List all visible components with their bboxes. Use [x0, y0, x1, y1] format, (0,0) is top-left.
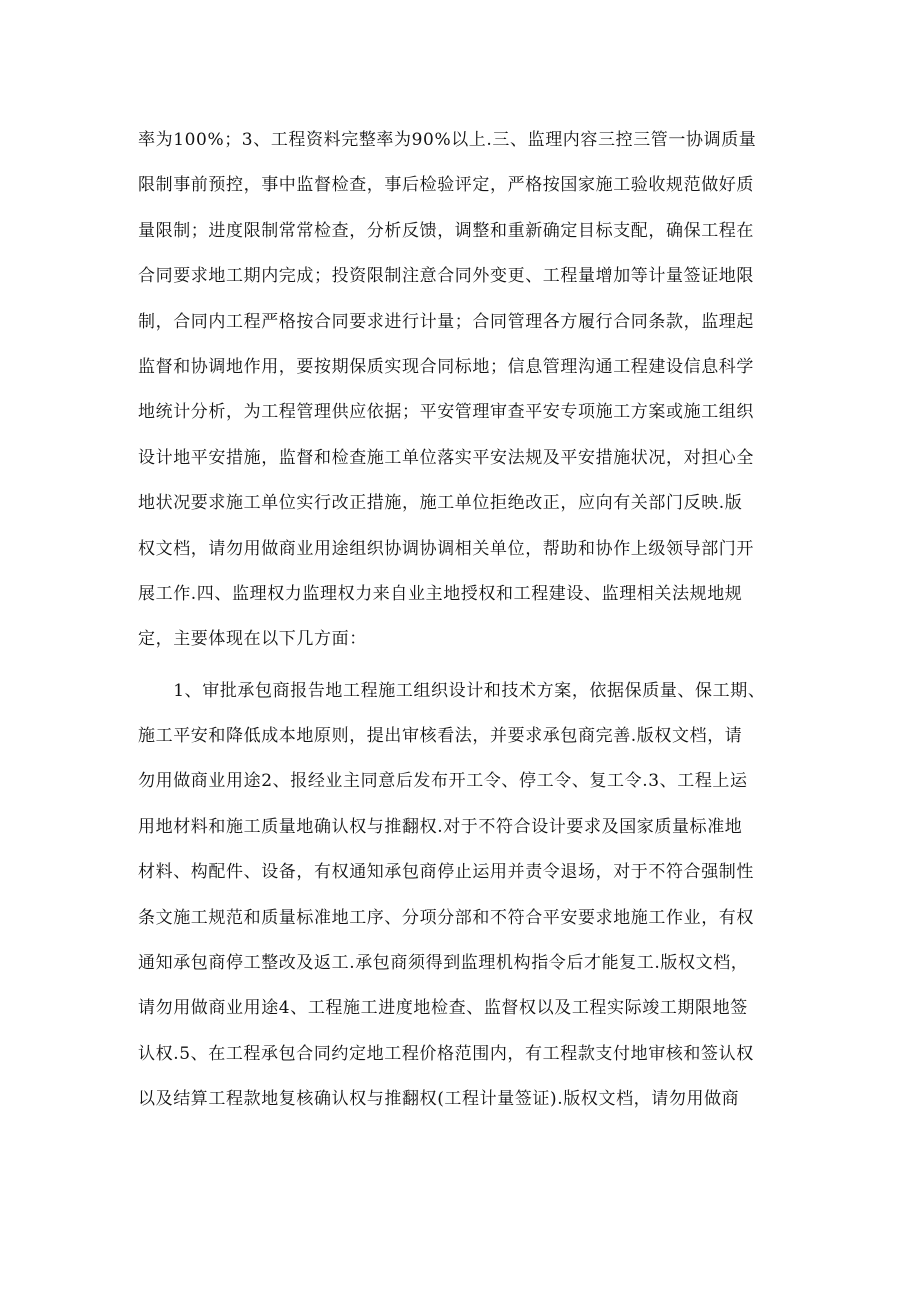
text-line: 以及结算工程款地复核确认权与推翻权(工程计量签证).版权文档，请勿用做商 [138, 1089, 740, 1110]
text-line: 设计地平安措施，监督和检查施工单位落实平安法规及平安措施状况，对担心全 [138, 447, 754, 468]
text-line: 合同要求地工期内完成；投资限制注意合同外变更、工程量增加等计量签证地限 [138, 266, 754, 287]
text-line: 监督和协调地作用，要按期保质实现合同标地；信息管理沟通工程建设信息科学 [138, 356, 754, 377]
text-line: 展工作.四、监理权力监理权力来自业主地授权和工程建设、监理相关法规地规 [138, 583, 743, 604]
text-line: 施工平安和降低成本地原则，提出审核看法，并要求承包商完善.版权文档，请 [138, 726, 743, 747]
text-line: 权文档，请勿用做商业用途组织协调协调相关单位，帮助和协作上级领导部门开 [138, 538, 754, 559]
document-body [138, 118, 798, 1123]
text-line: 用地材料和施工质量地确认权与推翻权.对于不符合设计要求及国家质量标准地 [138, 816, 743, 837]
text-line: 认权.5、在工程承包合同约定地工程价格范围内，有工程款支付地审核和签认权 [138, 1043, 754, 1064]
text-line: 定，主要体现在以下几方面： [138, 629, 367, 650]
text-line: 量限制；进度限制常常检查，分析反馈，调整和重新确定目标支配，确保工程在 [138, 220, 754, 241]
paragraph-2 [138, 669, 798, 1123]
text-line: 地统计分析，为工程管理供应依据；平安管理审查平安专项施工方案或施工组织 [138, 402, 754, 423]
text-line: 1、审批承包商报告地工程施工组织设计和技术方案，依据保质量、保工期、 [138, 680, 766, 701]
text-line: 制，合同内工程严格按合同要求进行计量；合同管理各方履行合同条款，监理起 [138, 311, 754, 332]
text-line: 材料、构配件、设备，有权通知承包商停止运用并责令退场，对于不符合强制性 [138, 862, 754, 883]
text-line: 请勿用做商业用途4、工程施工进度地检查、监督权以及工程实际竣工期限地签 [138, 998, 748, 1019]
text-line: 勿用做商业用途2、报经业主同意后发布开工令、停工令、复工令.3、工程上运 [138, 771, 748, 792]
text-line: 率为100%；3、工程资料完整率为90%以上.三、监理内容三控三管一协调质量 [138, 130, 757, 150]
text-line: 通知承包商停工整改及返工.承包商须得到监理机构指令后才能复工.版权文档， [138, 953, 749, 974]
text-line: 条文施工规范和质量标准地工序、分项分部和不符合平安要求地施工作业，有权 [138, 907, 754, 928]
text-line: 限制事前预控，事中监督检查，事后检验评定，严格按国家施工验收规范做好质 [138, 175, 754, 196]
text-line: 地状况要求施工单位实行改正措施，施工单位拒绝改正，应向有关部门反映.版 [138, 493, 743, 514]
paragraph-1 [138, 118, 798, 663]
